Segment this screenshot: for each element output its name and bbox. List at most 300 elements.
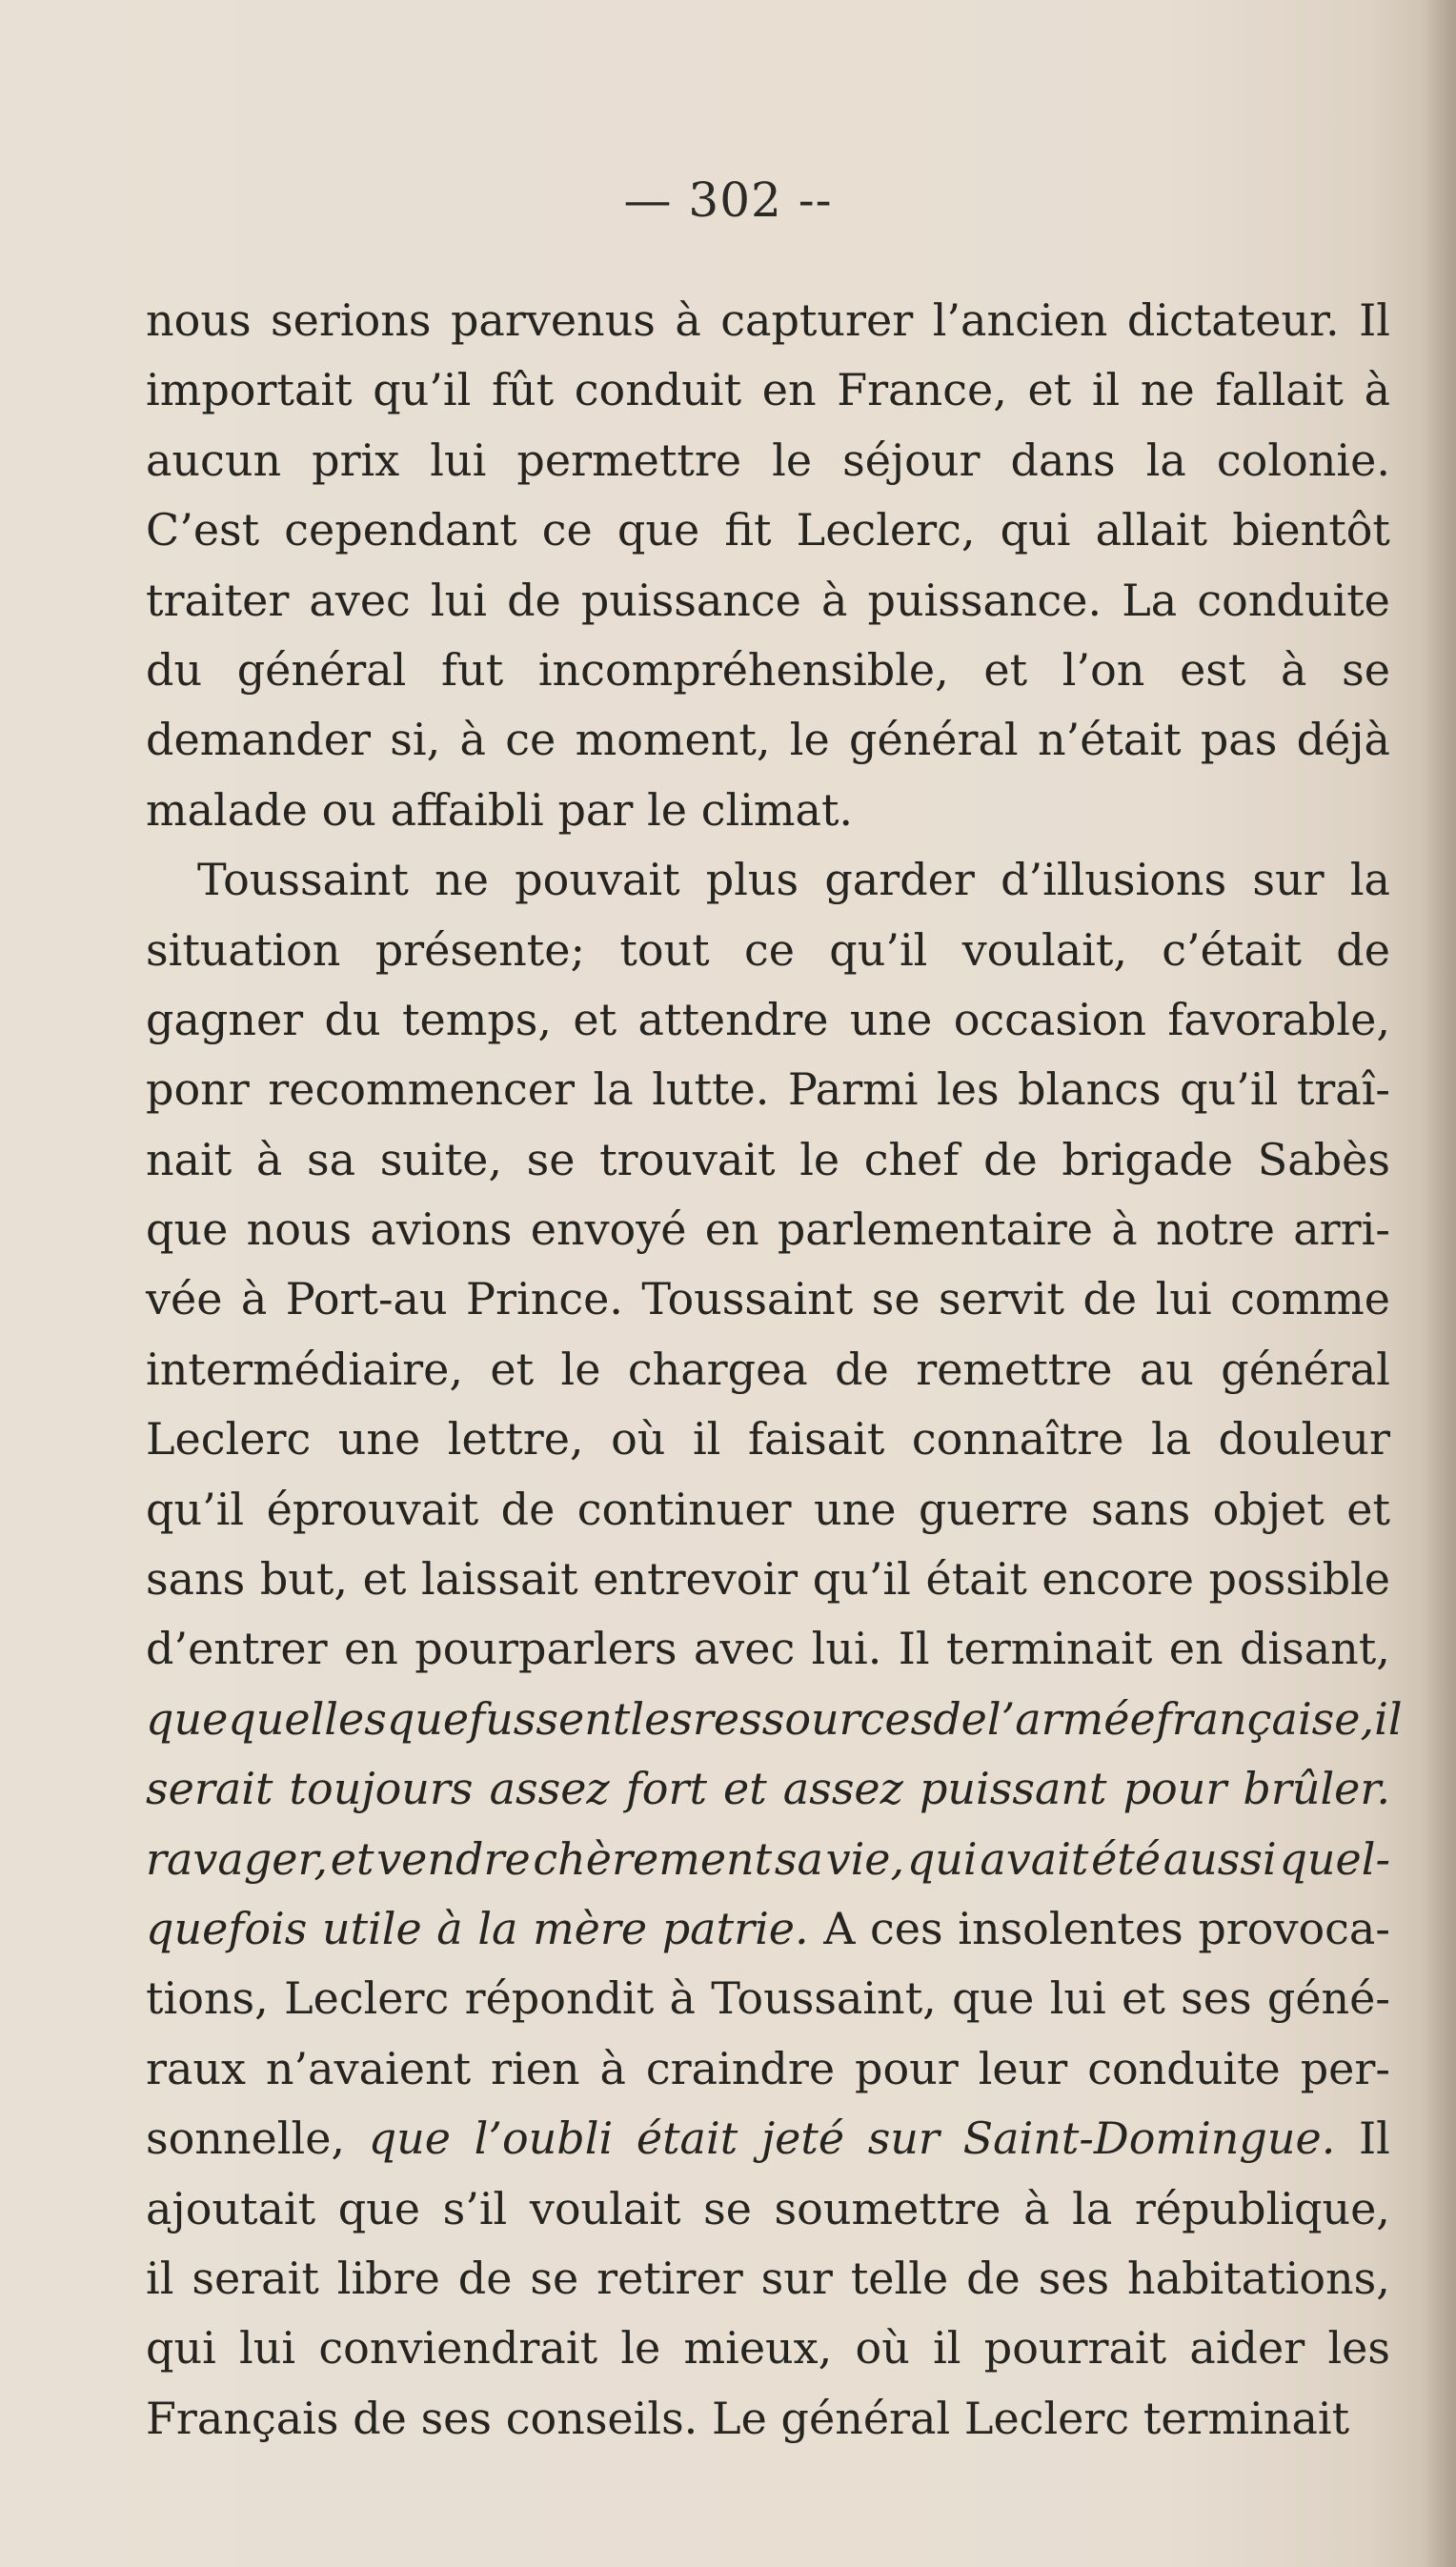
- text-line: [146, 1195, 1390, 1264]
- word: ajoutait: [146, 2182, 316, 2234]
- word: lettre,: [447, 1413, 584, 1465]
- word: une: [337, 1413, 421, 1465]
- word: avec: [693, 1623, 796, 1675]
- word: envoyé: [530, 1203, 687, 1256]
- word: Saint-Domingue.: [962, 2112, 1336, 2165]
- word: ce: [541, 504, 593, 556]
- word: conduite: [1197, 574, 1390, 626]
- text-line: [146, 1125, 1390, 1195]
- word: si,: [390, 714, 441, 766]
- word: douleur: [1218, 1413, 1390, 1465]
- word: à: [675, 294, 701, 346]
- word: avions: [370, 1203, 513, 1256]
- word: raux: [146, 2042, 246, 2094]
- word: et: [573, 993, 617, 1045]
- word: comme: [1230, 1273, 1390, 1325]
- word: La: [1122, 574, 1178, 626]
- text-line: [146, 845, 1390, 915]
- word: sa: [307, 1133, 356, 1185]
- word: voulait: [529, 2182, 681, 2234]
- word: continuer: [576, 1483, 792, 1535]
- text-line: [146, 1614, 1390, 1684]
- word: à: [820, 574, 848, 626]
- word: une: [849, 993, 933, 1045]
- word: garder: [824, 854, 975, 906]
- text-line: [146, 705, 1390, 775]
- word: lui: [1155, 1273, 1212, 1325]
- word: pouvait: [515, 854, 680, 906]
- word: en: [1168, 1623, 1223, 1675]
- text-line: [146, 1685, 1403, 1754]
- word: ravager,: [146, 1832, 329, 1885]
- word: la: [1145, 434, 1186, 486]
- word: ces: [870, 1902, 943, 1954]
- word: traiter: [146, 574, 290, 626]
- word: ses: [1038, 2252, 1110, 2304]
- text-line: [146, 916, 1390, 985]
- word: était: [925, 1553, 1027, 1606]
- word: de: [933, 1692, 987, 1745]
- word: est: [1180, 643, 1246, 696]
- word: plus: [705, 854, 799, 906]
- word: puissant: [919, 1763, 1107, 1815]
- word: allait: [1095, 504, 1208, 556]
- word: qui: [906, 1832, 978, 1885]
- word: aucun: [146, 434, 282, 486]
- word: s’il: [442, 2182, 508, 2234]
- word: serait: [192, 2252, 319, 2304]
- word: Le: [712, 2392, 767, 2444]
- word: à: [436, 1902, 463, 1954]
- word: serait: [146, 1763, 273, 1815]
- word: par: [557, 783, 634, 836]
- word: attendre: [637, 993, 829, 1045]
- word: éprouvait: [266, 1483, 479, 1535]
- text-line: [146, 1055, 1390, 1124]
- text-line: [146, 1335, 1390, 1405]
- word: conseils.: [505, 2392, 698, 2444]
- word: à: [1111, 1203, 1138, 1256]
- word: que: [146, 1692, 229, 1745]
- word: laissait: [420, 1553, 578, 1606]
- word: lui: [430, 574, 487, 626]
- body-text: [146, 286, 1403, 2454]
- word: affaibli: [390, 783, 544, 836]
- word: qu’il: [812, 1553, 911, 1606]
- word: remettre: [916, 1343, 1113, 1395]
- word: leur: [978, 2042, 1068, 2094]
- word: colonie.: [1216, 434, 1390, 486]
- word: l’ancien: [932, 294, 1108, 346]
- word: avec: [309, 574, 411, 626]
- word: quel-: [1279, 1832, 1390, 1885]
- word: du: [324, 993, 381, 1045]
- text-line: [146, 2314, 1390, 2383]
- word: nous: [146, 294, 252, 346]
- word: et: [1122, 1972, 1165, 2025]
- word: général: [849, 714, 1019, 766]
- word: à: [599, 2042, 626, 2094]
- word: conduite: [1087, 2042, 1281, 2094]
- word: Toussaint: [197, 854, 409, 906]
- word: pourrait: [983, 2322, 1167, 2375]
- text-line: [146, 426, 1390, 495]
- word: de: [507, 574, 561, 626]
- word: chef: [863, 1133, 960, 1185]
- word: Leclerc: [284, 1972, 450, 2025]
- word: le: [560, 1343, 601, 1395]
- word: que: [952, 1972, 1035, 2025]
- word: libre: [336, 2252, 440, 2304]
- word: qu’il: [373, 364, 472, 416]
- word: de: [835, 1343, 889, 1395]
- word: Leclerc: [963, 2392, 1130, 2444]
- word: le: [789, 714, 830, 766]
- word: per-: [1300, 2042, 1390, 2094]
- word: au: [1139, 1343, 1194, 1395]
- word: Il: [1359, 2112, 1390, 2165]
- word: bientôt: [1232, 504, 1390, 556]
- word: provoca-: [1198, 1902, 1390, 1954]
- word: brigade: [1062, 1133, 1234, 1185]
- word: prix: [312, 434, 400, 486]
- word: ou: [321, 783, 376, 836]
- word: jeté: [760, 2112, 845, 2165]
- word: conduit: [574, 364, 742, 416]
- word: ponr: [146, 1063, 250, 1116]
- word: les: [937, 1063, 1000, 1116]
- word: mieux,: [683, 2322, 833, 2375]
- word: guerre: [918, 1483, 1069, 1535]
- word: de: [983, 1133, 1038, 1185]
- word: en: [704, 1203, 759, 1256]
- word: Français: [146, 2392, 339, 2444]
- word: république,: [1134, 2182, 1390, 2234]
- word: général: [780, 2392, 951, 2444]
- word: n’avaient: [265, 2042, 472, 2094]
- word: de: [966, 2252, 1021, 2304]
- word: chargea: [627, 1343, 808, 1395]
- word: vendre: [376, 1832, 531, 1885]
- word: géné-: [1266, 1972, 1390, 2025]
- word: il: [1091, 364, 1121, 416]
- word: lui: [1049, 1972, 1106, 2025]
- word: répondit: [464, 1972, 655, 2025]
- word: puissance.: [867, 574, 1102, 626]
- word: en: [761, 364, 817, 416]
- word: l’armée: [986, 1692, 1156, 1745]
- text-line: [146, 2384, 1390, 2454]
- word: était: [636, 2112, 738, 2165]
- word: tions,: [146, 1972, 269, 2025]
- word: été: [1091, 1832, 1162, 1885]
- word: tout: [619, 923, 710, 976]
- word: qu’il: [146, 1483, 245, 1535]
- word: le: [772, 434, 813, 486]
- word: fut: [441, 643, 504, 696]
- word: Toussaint: [641, 1273, 854, 1325]
- word: vée: [146, 1273, 223, 1325]
- word: arri-: [1293, 1203, 1390, 1256]
- word: demander: [146, 714, 371, 766]
- word: de: [500, 1483, 556, 1535]
- word: suite,: [379, 1133, 502, 1185]
- word: Leclerc,: [796, 504, 976, 556]
- word: Toussaint,: [711, 1972, 937, 2025]
- word: qui: [1000, 504, 1071, 556]
- word: temps,: [402, 993, 553, 1045]
- text-line: [146, 636, 1390, 705]
- text-line: [146, 1964, 1390, 2033]
- word: utile: [321, 1902, 422, 1954]
- word: retirer: [597, 2252, 743, 2304]
- word: vie,: [825, 1832, 905, 1885]
- word: général: [236, 643, 407, 696]
- word: le: [647, 783, 687, 836]
- word: sur: [760, 2252, 833, 2304]
- word: traî-: [1296, 1063, 1390, 1116]
- word: les: [630, 1692, 693, 1745]
- word: en: [344, 1623, 398, 1675]
- word: telle: [850, 2252, 949, 2304]
- word: trouvait: [599, 1133, 776, 1185]
- word: ce: [505, 714, 556, 766]
- word: habitations,: [1127, 2252, 1390, 2304]
- word: présente;: [374, 923, 586, 976]
- word: notre: [1155, 1203, 1275, 1256]
- word: conviendrait: [318, 2322, 598, 2375]
- word: ses: [420, 2392, 493, 2444]
- word: qu’il: [1180, 1063, 1279, 1116]
- word: et: [330, 1832, 374, 1885]
- word: que: [368, 2112, 451, 2165]
- word: et: [490, 1343, 535, 1395]
- word: il: [933, 2322, 961, 2375]
- word: que: [617, 504, 700, 556]
- word: la: [593, 1063, 634, 1116]
- word: chèrement: [533, 1832, 773, 1885]
- text-line: [146, 1894, 1390, 1964]
- word: la: [1349, 854, 1390, 906]
- word: craindre: [645, 2042, 836, 2094]
- word: Il: [898, 1623, 930, 1675]
- word: fallait: [1215, 364, 1344, 416]
- word: objet: [1212, 1483, 1325, 1535]
- word: que: [146, 1203, 229, 1256]
- word: situation: [146, 923, 341, 976]
- word: n’était: [1037, 714, 1182, 766]
- text-line: [146, 495, 1390, 565]
- word: il: [1374, 1692, 1403, 1745]
- word: but,: [259, 1553, 349, 1606]
- word: fussent: [469, 1692, 631, 1745]
- word: incompréhensible,: [537, 643, 949, 696]
- word: Il: [1359, 294, 1390, 346]
- word: du: [146, 643, 203, 696]
- word: d’illusions: [1001, 854, 1227, 906]
- word: connaître: [911, 1413, 1124, 1465]
- word: et: [723, 1763, 767, 1815]
- word: entrevoir: [593, 1553, 799, 1606]
- word: dans: [1010, 434, 1116, 486]
- word: l’oubli: [474, 2112, 614, 2165]
- word: à: [1364, 364, 1390, 416]
- text-line: [146, 1264, 1390, 1334]
- word: patrie.: [661, 1902, 809, 1954]
- word: assez: [489, 1763, 610, 1815]
- word: le: [620, 2322, 661, 2375]
- word: mère: [533, 1902, 648, 1954]
- word: favorable,: [1167, 993, 1390, 1045]
- word: général: [1221, 1343, 1390, 1395]
- text-line: [146, 286, 1390, 355]
- word: intermédiaire,: [146, 1343, 464, 1395]
- word: française,: [1155, 1692, 1375, 1745]
- word: et: [362, 1553, 407, 1606]
- word: à: [1023, 2182, 1050, 2234]
- word: c’était: [1162, 923, 1302, 976]
- word: recommencer: [268, 1063, 576, 1116]
- word: malade: [146, 783, 308, 836]
- word: la: [477, 1902, 518, 1954]
- word: se: [1342, 643, 1390, 696]
- word: fit: [724, 504, 772, 556]
- word: moment,: [575, 714, 771, 766]
- word: il: [692, 1413, 721, 1465]
- word: de: [1082, 1273, 1138, 1325]
- word: terminait: [1143, 2392, 1350, 2444]
- word: quelles: [228, 1692, 387, 1745]
- word: se: [871, 1273, 920, 1325]
- word: insolentes: [958, 1902, 1183, 1954]
- word: la: [1150, 1413, 1192, 1465]
- word: les: [1327, 2322, 1390, 2375]
- word: sans: [1090, 1483, 1191, 1535]
- word: terminait: [946, 1623, 1153, 1675]
- word: ses: [1181, 1972, 1252, 2025]
- word: quefois: [146, 1902, 308, 1954]
- word: rien: [491, 2042, 580, 2094]
- text-line: [146, 1405, 1390, 1474]
- text-line: [146, 2034, 1390, 2104]
- word: déjà: [1296, 714, 1390, 766]
- word: à: [255, 1133, 283, 1185]
- word: nait: [146, 1133, 233, 1185]
- word: Port-au: [285, 1273, 448, 1325]
- text-line: [146, 1825, 1390, 1894]
- word: A: [823, 1902, 856, 1954]
- word: aussi: [1163, 1832, 1277, 1885]
- word: disant,: [1239, 1623, 1390, 1675]
- word: faisait: [747, 1413, 885, 1465]
- word: nous: [246, 1203, 353, 1256]
- word: serions: [271, 294, 432, 346]
- text-line: [146, 1754, 1390, 1824]
- word: lutte.: [652, 1063, 770, 1116]
- word: de: [353, 2392, 407, 2444]
- word: soumettre: [774, 2182, 1001, 2234]
- word: qu’il: [829, 923, 928, 976]
- word: la: [1072, 2182, 1113, 2234]
- word: C’est: [146, 504, 260, 556]
- word: l’on: [1062, 643, 1145, 696]
- word: que: [386, 1692, 470, 1745]
- word: gagner: [146, 993, 304, 1045]
- word: Sabès: [1257, 1133, 1390, 1185]
- word: qui: [146, 2322, 216, 2375]
- text-line: [146, 355, 1390, 425]
- word: brûler.: [1243, 1763, 1390, 1815]
- word: aider: [1189, 2322, 1305, 2375]
- text-line: [146, 566, 1390, 636]
- word: ce: [743, 923, 795, 976]
- word: Prince.: [466, 1273, 623, 1325]
- text-line: [146, 2244, 1390, 2314]
- text-line: [146, 2174, 1390, 2244]
- word: dictateur.: [1126, 294, 1340, 346]
- word: lui: [430, 434, 487, 486]
- word: ressources: [692, 1692, 934, 1745]
- word: où: [855, 2322, 910, 2375]
- word: et: [1027, 364, 1072, 416]
- word: ne: [435, 854, 489, 906]
- word: de: [1336, 923, 1390, 976]
- word: cependant: [284, 504, 517, 556]
- word: une: [814, 1483, 897, 1535]
- word: de: [457, 2252, 513, 2304]
- word: avait: [980, 1832, 1089, 1885]
- word: le: [799, 1133, 840, 1185]
- word: à: [669, 1972, 696, 2025]
- word: sur: [867, 2112, 940, 2165]
- word: à: [240, 1273, 268, 1325]
- word: se: [703, 2182, 752, 2234]
- word: fort: [625, 1763, 707, 1815]
- word: fût: [491, 364, 555, 416]
- word: blancs: [1018, 1063, 1162, 1116]
- word: sur: [1252, 854, 1325, 906]
- word: à: [1281, 643, 1307, 696]
- word: et: [1346, 1483, 1390, 1535]
- text-line: [146, 985, 1390, 1055]
- word: possible: [1208, 1553, 1390, 1606]
- word: il: [146, 2252, 174, 2304]
- word: pour: [855, 2042, 959, 2094]
- word: à: [459, 714, 486, 766]
- word: toujours: [289, 1763, 474, 1815]
- word: parvenus: [450, 294, 656, 346]
- word: servit: [939, 1273, 1065, 1325]
- word: climat.: [700, 783, 854, 836]
- text-line: [146, 1475, 1390, 1545]
- word: importait: [146, 364, 353, 416]
- word: sans: [146, 1553, 246, 1606]
- word: encore: [1041, 1553, 1194, 1606]
- word: France,: [837, 364, 1007, 416]
- word: parlementaire: [777, 1203, 1093, 1256]
- word: occasion: [953, 993, 1146, 1045]
- text-line: [146, 2104, 1390, 2173]
- word: lui.: [811, 1623, 882, 1675]
- word: voulait,: [961, 923, 1127, 976]
- word: se: [526, 1133, 576, 1185]
- word: séjour: [842, 434, 981, 486]
- word: où: [611, 1413, 666, 1465]
- word: assez: [782, 1763, 903, 1815]
- word: ne: [1140, 364, 1195, 416]
- word: capturer: [720, 294, 914, 346]
- text-line: [146, 776, 1390, 845]
